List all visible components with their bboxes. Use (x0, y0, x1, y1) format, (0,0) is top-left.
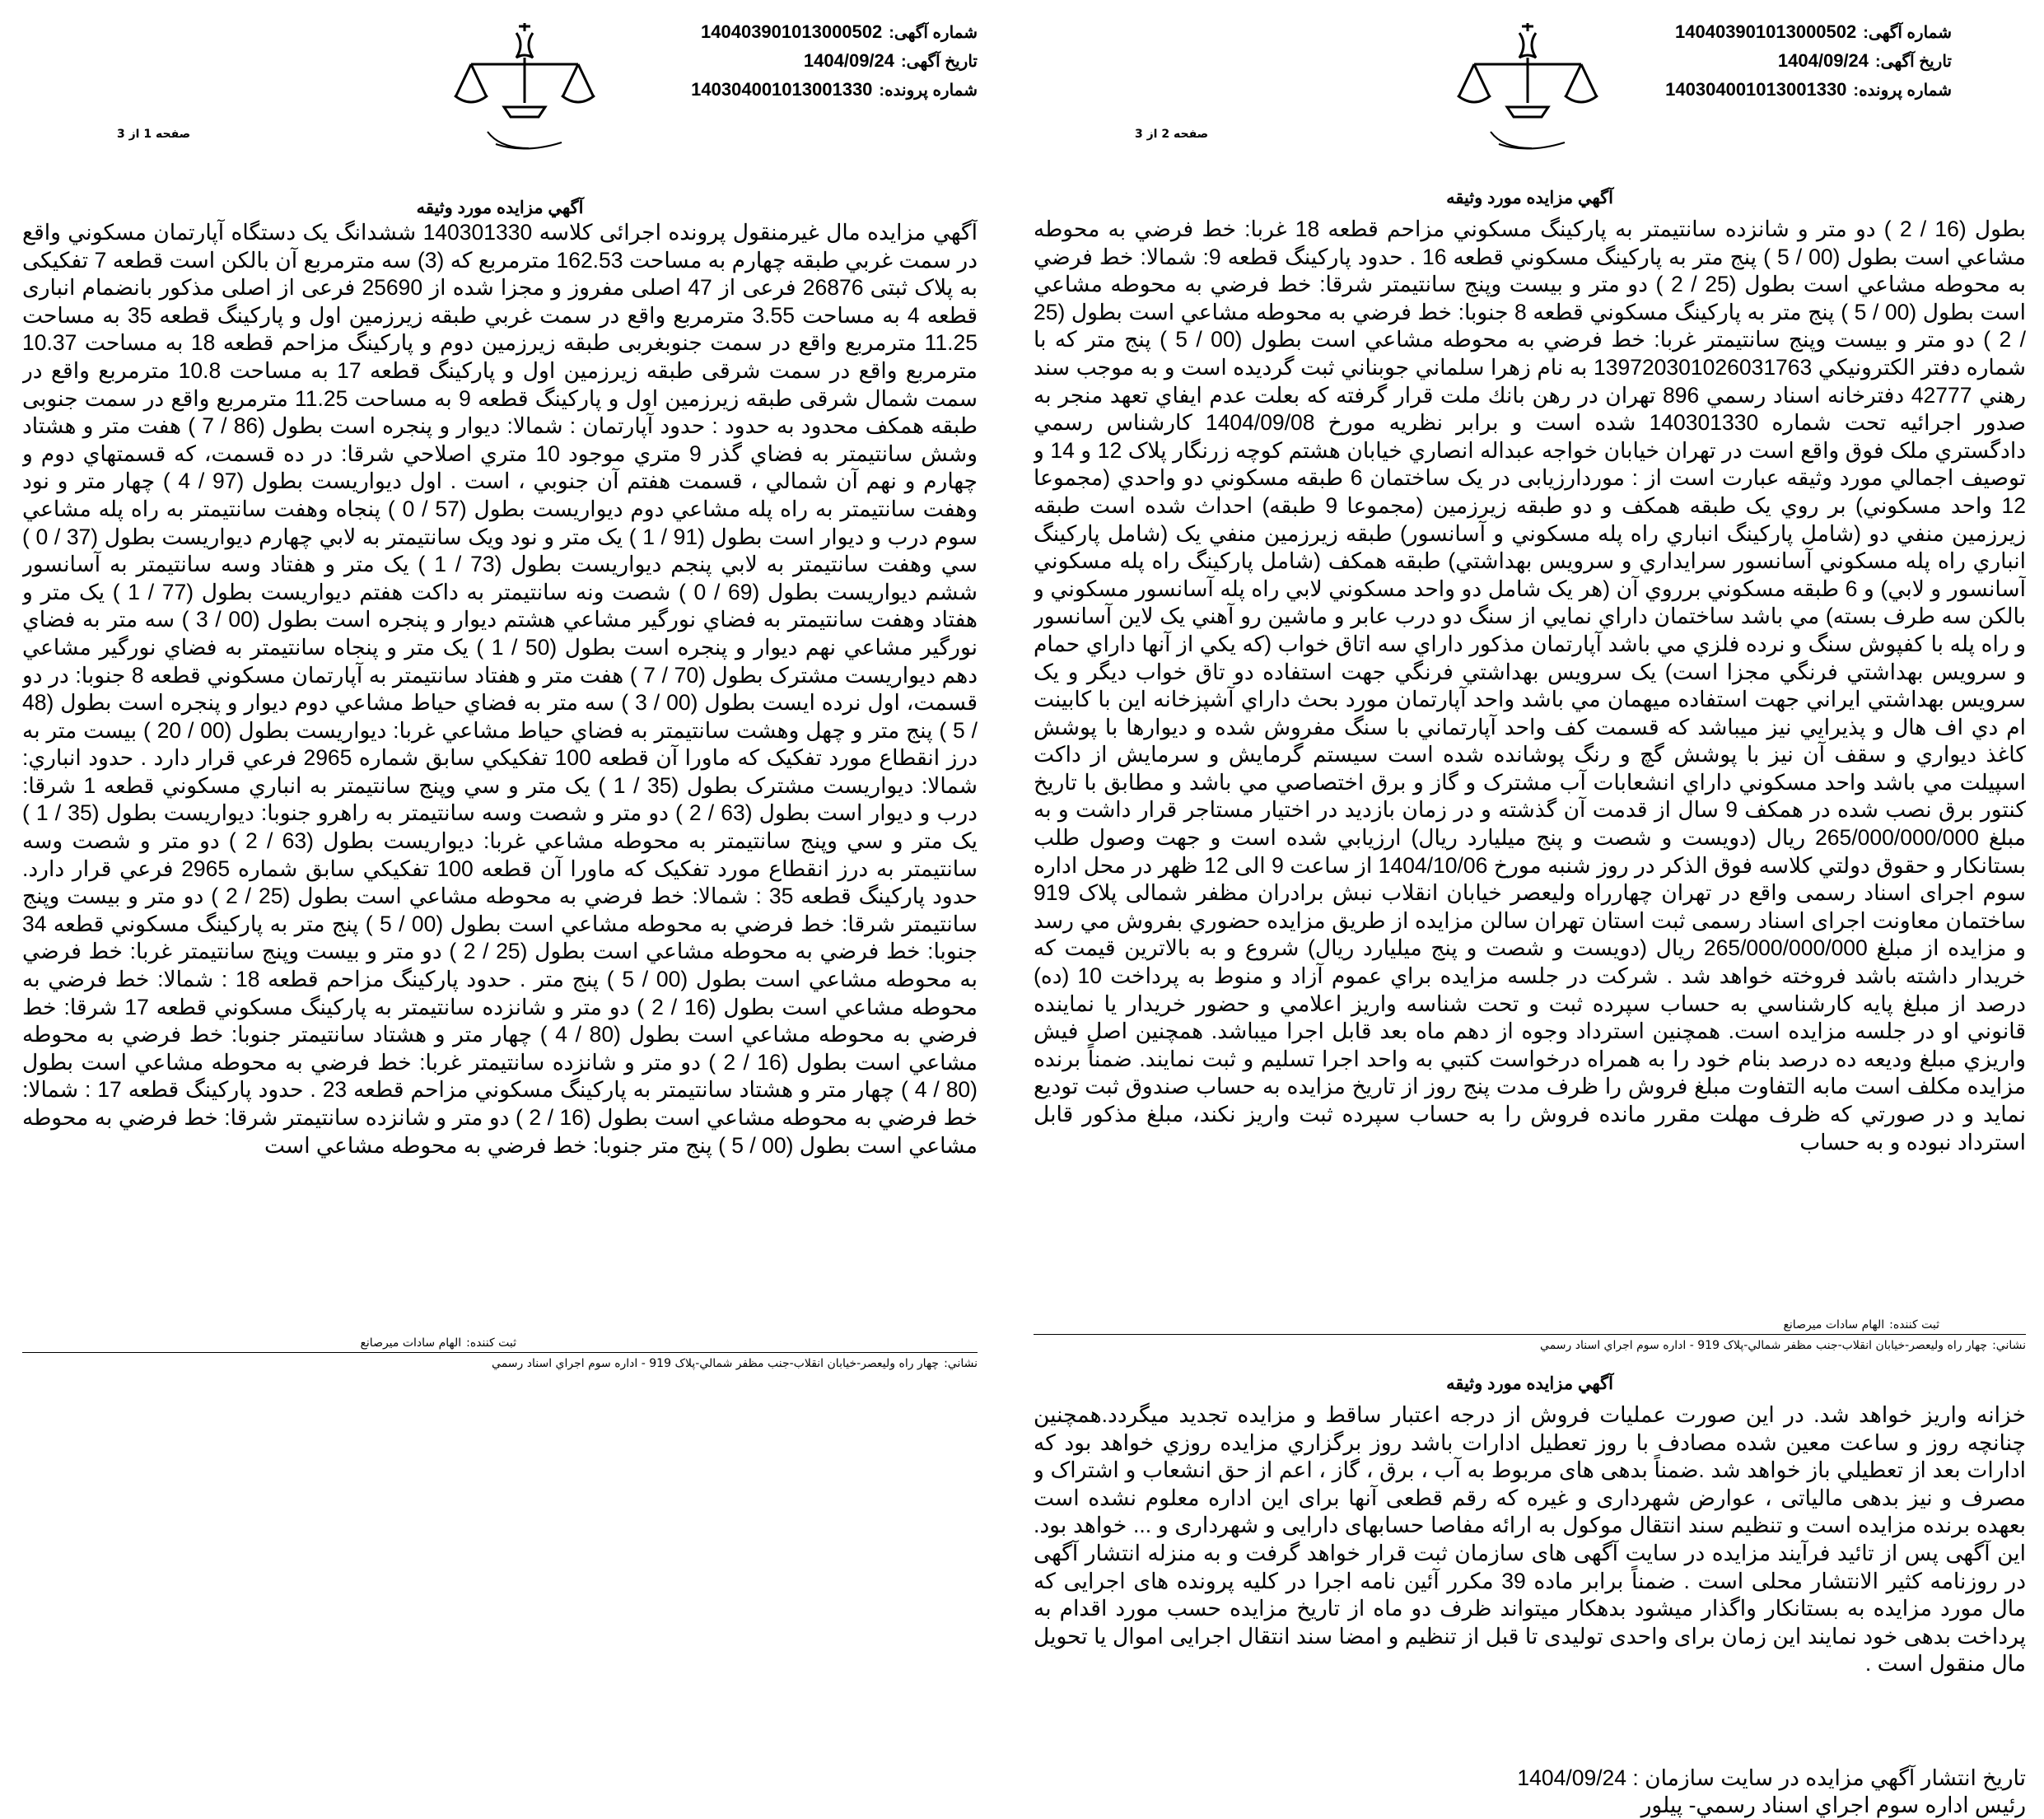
notice-page-1 (18, 0, 982, 1392)
address (492, 1357, 978, 1370)
notice-number-label: شماره آگهی: (889, 24, 978, 42)
notice-body: بطول (16 / 2 ) دو متر و شانزده سانتيمتر به پارکينگ مسکوني مزاحم قطعه 18 غربا: خط فرضي به محوطه مشاعي است بطول (00 / 5 ) پنج متر به پارکينگ مسکوني قطعه 16 . حدود پارکينگ قطعه 9: شمالا: خط فرضي به محوطه مشاعي است بطول (25 / 2 ) دو متر و بيست وپنج سانتيمتر شرقا: خط فرضي به محوطه مشاعي است بطول (00 / 5 ) پنج متر به پارکينگ مسکوني قطعه 8 جنوبا: خط فرضي به محوطه مشاعي است بطول (25 / 2 ) دو متر و بيست وپنج سانتيمتر غربا: خط فرضي به محوطه مشاعي است بطول (00 / 5 ) پنج متر كه با شماره دفتر الكترونيكي 13972030102603176​3 به نام زهرا سلماني جوبناني ثبت گرديده است و به موجب سند رهني 42777 دفترخانه اسناد رسمي 896 تهران در رهن بانك ملت قرار گرفته كه بعلت عدم ايفاي تعهد منجر به صدور اجرائيه تحت شماره 140301330 شده است و برابر نظريه مورخ 1404/09/08 كارشناس رسمي دادگستري ملک فوق واقع است در تهران خيابان خواجه عبداله انصاري خيابان هشتم كوچه زرنگار پلاک 12 و 14 و توصيف اجمالي مورد وثيقه عبارت است از : موردارزيابی در يک ساختمان 6 طبقه مسکوني دو واحدي (مجموعا 12 واحد مسکوني) بر روي يک طبقه همکف و دو طبقه زيرزمين (مجموعا 9 طبقه) احداث شده است طبقه زيرزمين منفي دو (شامل پارکينگ انباري راه پله مسکوني و آسانسور) طبقه زيرزمين منفي يک (شامل پارکينگ انباري راه پله مسکوني آسانسور سرايداري و سرويس بهداشتي) طبقه همکف (شامل پارکينگ راه پله مسکوني آسانسور و لابي) و 6 طبقه مسکوني برروي آن (هر يک شامل دو واحد مسکوني لابي راه پله آسانسور مسکوني و بالکن سه طرف بسته) مي باشد ساختمان داراي نمايي از سنگ دو درب عابر و ماشين رو آهني يک لاين آسانسور و راه پله با کفپوش سنگ و نرده فلزي مي باشد آپارتمان مذکور داراي سه اتاق خواب (كه يكي از آنها داراي حمام و سرويس بهداشتي فرنگي مجزا است) يک سرويس بهداشتي فرنگي جهت استفاده دو تاق خواب ديگر و يک سرويس بهداشتي ايراني جهت استفاده ميهمان مي باشد واحد آپارتمان مورد بحث داراي آشپزخانه اين با کابينت ام دي اف هال و پذيرايي نيز ميباشد که قسمت کف واحد آپارتماني با سنگ مفروش شده و ديوارها با پوشش کاغذ ديواري و سقف آن نيز با پوشش گچ و رنگ پوشانده شده است سيستم گرمايش و سرمايش از داکت اسپيلت مي باشد واحد مسکوني داراي انشعابات آب مشترک و گاز و برق اختصاصي مي باشد و مطابق با تاريخ کنتور برق نصب شده در همکف 9 سال از قدمت آن گذشته و در زمان بازديد در اختيار مستاجر قرار داشت و به مبلغ 265/000/000/000 ريال (دويست و شصت و پنج ميليارد ريال) ارزيابي شده است و جهت وصول طلب بستانکار و حقوق دولتي کلاسه فوق الذکر در روز شنبه مورخ 1404/10/06 از ساعت 9 الی 12 ظهر در محل اداره سوم اجرای اسناد رسمی واقع در تهران چهارراه وليعصر خيابان انقلاب نبش برادران مظفر شمالی پلاک 919 ساختمان معاونت اجرای اسناد رسمی ثبت استان تهران سالن مزايده از طريق مزايده حضوري بفروش مي رسد و مزايده از مبلغ 265/000/000/000 ريال (دويست و شصت و پنج ميليارد ريال) شروع و به بالاترين قيمت كه خريدار داشته باشد فروخته خواهد شد . شركت در جلسه مزايده براي عموم آزاد و منوط به پرداخت 10 (ده) درصد از مبلغ پايه كارشناسي به حساب سپرده ثبت و تحت شناسه واريز اعلامي و حضور خريدار يا نماينده قانوني او در جلسه مزايده است. همچنين استرداد وجوه از دهم ماه بعد قابل اجرا ميباشد. همچنين اصل فيش واريزي مبلغ وديعه ده درصد بنام خود را به همراه درخواست كتبي به واحد اجرا تسليم و ثبت نمايند. ضمناً برنده مزايده مكلف است مابه التفاوت مبلغ فروش را ظرف مدت پنج روز از تاريخ مزايده به حساب صندوق ثبت توديع نمايد و در صورتي كه ظرف مهلت مقرر مانده فروش را به حساب سپرده ثبت واريز نكند، مبلغ مذكور قابل استرداد نبوده و به حساب (1034, 217, 2026, 1154)
divider (1034, 1334, 2026, 1335)
notice-date-label: تاریخ آگهی: (901, 53, 978, 71)
notice-page-3 (1029, 1350, 2030, 1817)
notice-number: 140403901013000502 (701, 21, 883, 42)
notice-number: 140403901013000502 (1675, 21, 1857, 42)
registrar (360, 1336, 516, 1350)
judiciary-emblem-icon (1441, 8, 1614, 165)
registrar (1783, 1318, 1939, 1332)
notice-meta (1665, 18, 1952, 105)
notice-body: آگهي مزايده مال غيرمنقول پرونده اجرائی کلاسه 140301330 ششدانگ یک دستگاه آپارتمان مسكوني واقع در سمت غربي طبقه چهارم به مساحت 162.53 مترمربع که (3) سه مترمربع آن بالکن است قطعه 7 تفکیکی به پلاک ثبتی 26876 فرعی از 47 اصلی مفروز و مجزا شده از 25690 فرعی از اصلی مذکور بانضمام انباری قطعه 4 به مساحت 3.55 مترمربع واقع در سمت غربي طبقه زیرزمین اول و پارکینگ قطعه 35 به مساحت 11.25 مترمربع واقع در سمت جنوبغربی طبقه زیرزمین دوم و پارکینگ مزاحم قطعه 18 به مساحت 10.37 مترمربع واقع در سمت شرقی طبقه زیرزمین اول و پارکینگ قطعه 17 به مساحت 10.8 مترمربع واقع در سمت شمال شرقی طبقه زیرزمین اول و پارکینگ قطعه 9 به مساحت 11.25 مترمربع واقع در سمت جنوبی طبقه همکف محدود به حدود : حدود آپارتمان : شمالا: ديوار و پنجره است بطول (86 / 7 ) هفت متر و هشتاد وشش سانتيمتر به فضاي گذر 9 متري موجود 10 متري اصلاحي شرقا: در ده قسمت، كه قسمتهاي دوم و چهارم و نهم آن شمالي ، قسمت هفتم آن جنوبي ، است . اول ديواريست بطول (97 / 4 ) چهار متر و نود وهفت سانتيمتر به راه پله مشاعي دوم ديواريست بطول (57 / 0 ) پنجاه وهفت سانتيمتر به راه پله مشاعي سوم درب و ديوار است بطول (91 / 1 ) يک متر و نود ويک سانتيمتر به لابي چهارم ديواريست بطول (37 / 0 ) سي وهفت سانتيمتر به لابي پنجم ديواريست بطول (73 / 1 ) يک متر و هفتاد وسه سانتيمتر به آسانسور ششم ديواريست بطول (69 / 0 ) شصت ونه سانتيمتر به داکت هفتم ديواريست بطول (77 / 1 ) يک متر و هفتاد وهفت سانتيمتر به فضاي نورگير مشاعي هشتم ديوار و پنجره است بطول (00 / 3 ) سه متر به فضاي نورگير مشاعي نهم ديوار و پنجره است بطول (50 / 1 ) يک متر و پنجاه سانتيمتر به فضاي نورگير مشاعي دهم ديواريست مشترک بطول (70 / 7 ) هفت متر و هفتاد سانتيمتر به آپارتمان مسکوني قطعه 8 جنوبا: در دو قسمت، اول نرده ايست بطول (00 / 3 ) سه متر به فضاي حياط مشاعي دوم ديوار و پنجره است بطول (48 / 5 ) پنج متر و چهل وهشت سانتيمتر به فضاي حياط مشاعي غربا: ديواريست بطول (00 / 20 ) بيست متر به درز انقطاع مورد تفکيک که ماورا آن قطعه 100 تفکيکي سابق شماره 2965 فرعي قرار دارد . حدود انباري: شمالا: ديواريست مشترک بطول (35 / 1 ) يک متر و سي وپنج سانتيمتر به انباري مسکوني قطعه 1 شرقا: درب و ديوار است بطول (63 / 2 ) دو متر و شصت وسه سانتيمتر به راهرو جنوبا: ديواريست بطول (35 / 1 ) يک متر و سي وپنج سانتيمتر به محوطه مشاعي غربا: ديواريست بطول (63 / 2 ) دو متر و شصت وسه سانتيمتر به درز انقطاع مورد تفکيک که ماورا آن قطعه 100 تفکيکي سابق شماره 2965 فرعي قرار دارد. حدود پارکينگ قطعه 35 : شمالا: خط فرضي به محوطه مشاعي است بطول (25 / 2 ) دو متر و بيست وپنج سانتيمتر شرقا: خط فرضي به محوطه مشاعي است بطول (00 / 5 ) پنج متر به پارکينگ مسکوني قطعه 34 جنوبا: خط فرضي به محوطه مشاعي است بطول (25 / 2 ) دو متر و بيست وپنج سانتيمتر غربا: خط فرضي به محوطه مشاعي است بطول (00 / 5 ) پنج متر . حدود پارکينگ مزاحم قطعه 18 : شمالا: خط فرضي به محوطه مشاعي است بطول (16 / 2 ) دو متر و شانزده سانتيمتر به پارکينگ مسکوني قطعه 17 شرقا: خط فرضي به محوطه مشاعي است بطول (80 / 4 ) چهار متر و هشتاد سانتيمتر جنوبا: خط فرضي به محوطه مشاعي است بطول (16 / 2 ) دو متر و شانزده سانتيمتر غربا: خط فرضي به محوطه مشاعي است بطول (80 / 4 ) چهار متر و هشتاد سانتيمتر به پارکينگ مسکوني مزاحم قطعه 23 . حدود پارکينگ قطعه 17 : شمالا: خط فرضي به محوطه مشاعي است بطول (16 / 2 ) دو متر و شانزده سانتيمتر شرقا: خط فرضي به محوطه مشاعي است بطول (00 / 5 ) پنج متر جنوبا: خط فرضي به محوطه مشاعي است (22, 220, 978, 1158)
notice-date: 1404/09/24 (803, 50, 895, 71)
address-text: چهار راه وليعصر-خيابان انقلاب-جنب مظفر شمالي-پلاک 919 - اداره سوم اجراي اسناد رسمي (1540, 1339, 1988, 1352)
judiciary-emblem-icon (438, 8, 611, 165)
page-number: صفحه 2 از 3 (1135, 128, 1209, 141)
notice-date-label: تاریخ آگهی: (1875, 53, 1952, 71)
chief-signature-line: رئيس اداره سوم اجراي اسناد رسمي- پيلور (1640, 1793, 2026, 1817)
divider (22, 1352, 978, 1353)
registrar-name: الهام سادات ميرصانع (360, 1336, 462, 1350)
notice-title: آگهي مزايده مورد وثيقه (416, 198, 584, 217)
notice-footer (1034, 1765, 2026, 1819)
notice-date: 1404/09/24 (1777, 50, 1869, 71)
file-number: 140304001013001330 (691, 79, 873, 100)
registrar-label: ثبت کننده: (466, 1336, 516, 1350)
notice-number-label: شماره آگهی: (1863, 24, 1952, 42)
notice-title: آگهي مزايده مورد وثيقه (1446, 1374, 1613, 1393)
address-label: نشاني: (944, 1357, 978, 1370)
notice-title: آگهي مزايده مورد وثيقه (1446, 189, 1613, 208)
page-number: صفحه 1 از 3 (117, 128, 191, 141)
notice-body: خزانه واريز خواهد شد. در اين صورت عمليات فروش از درجه اعتبار ساقط و مزايده تجديد ميگردد.همچنين چنانچه روز و ساعت معين شده مصادف با روز تعطيل ادارات باشد روز برگزاري مزايده روزي خواهد بود كه ادارات بعد از تعطيلي باز خواهد شد .ضمناً بدهی های مربوط به آب ، برق ، گاز ، اعم از حق انشعاب و اشتراک و مصرف و نيز بدهی مالياتی ، عوارض شهرداری و غيره كه رقم قطعی آنها برای اين اداره معلوم نشده است بعهده برنده مزايده است و تنظيم سند انتقال موكول به ارائه مفاصا حسابهای دارايی و شهرداری و ... خواهد بود. اين آگهی پس از تائيد فرآيند مزايده در سايت آگهی های سازمان ثبت قرار خواهد گرفت و به منزله انتشار آگهی در روزنامه كثير الانتشار محلی است . ضمناً برابر ماده 39 مكرر آئين نامه اجرا در كليه پرونده های اجرايی كه مال مورد مزايده به بستانكار واگذار ميشود بدهكار ميتواند ظرف دو ماه از تاريخ مزايده حسب مورد اقدام به پرداخت بدهی خود نمايند اين زمان برای واحدی توليدی تا قبل از تنظيم و امضا سند انتقال اجرايی اموال يا تحويل مال منقول است . (1034, 1402, 2026, 1677)
notice-page-2 (1029, 0, 2030, 1359)
file-number: 140304001013001330 (1665, 79, 1847, 100)
address-label: نشاني: (1992, 1339, 2026, 1352)
file-number-label: شماره پرونده: (879, 82, 978, 100)
publish-date-line: تاريخ انتشار آگهي مزايده در سايت سازمان : 1404/09/24 (1517, 1765, 2026, 1790)
file-number-label: شماره پرونده: (1853, 82, 1952, 100)
registrar-label: ثبت کننده: (1889, 1318, 1939, 1332)
registrar-name: الهام سادات ميرصانع (1783, 1318, 1885, 1332)
address-text: چهار راه وليعصر-خيابان انقلاب-جنب مظفر شمالي-پلاک 919 - اداره سوم اجراي اسناد رسمي (492, 1357, 940, 1370)
notice-meta (691, 18, 978, 105)
